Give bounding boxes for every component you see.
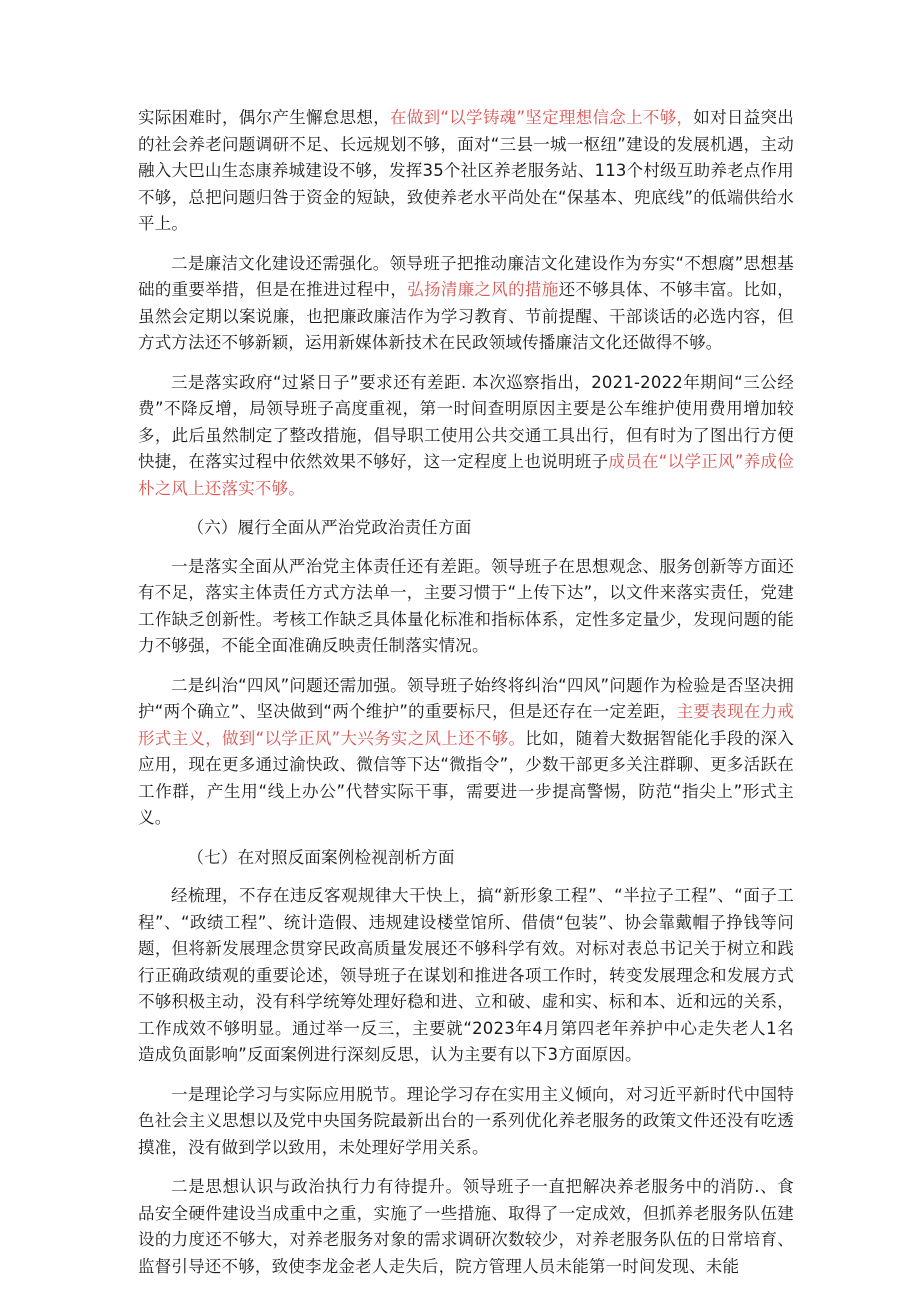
paragraph-text: 二是纠治“四风”问题还需加强。领导班子始终将纠治“四风”问题作为检验是否坚决拥护“两个确立”、坚决做到“两个维护”的重要标尺，但是还存在一定差距， bbox=[138, 675, 794, 721]
highlighted-text: 成员在“以学正风”养成俭朴之风上还落实不够。 bbox=[138, 452, 795, 498]
section-heading-7: （七）在对照反面案例检视剖析方面 bbox=[187, 847, 455, 867]
paragraph-execution: 二是思想认识与政治执行力有待提升。领导班子一直把解决养老服务中的消防.、食品安全硬件建设当成重中之重，实施了一些措施、取得了一定成效，但抓养老服务队伍建设的力度还不够大，对养老服务对象的需求调研次数较少，对养老服务队伍的日常培育、监督引导还不够，致使李龙金老人走失后，院方管理人员未能第一时间发现、未能 bbox=[138, 1177, 794, 1276]
paragraph-four-winds bbox=[138, 673, 794, 832]
paragraph-text: 还不够具体、不够丰富。比如，虽然会定期以案说廉，也把廉政廉洁作为学习教育、节前提醒、干部谈话的必选内容，但方式方法还不够新颖，运用新媒体新技术在民政领域传播廉洁文化还做得不够。 bbox=[138, 280, 794, 352]
section-heading-6: （六）履行全面从严治党政治责任方面 bbox=[187, 518, 472, 537]
paragraph-integrity-culture bbox=[138, 251, 794, 357]
paragraph-case-review: 经梳理，不存在违反客观规律大干快上，搞“新形象工程”、“半拉子工程”、“面子工程”、“政绩工程”、统计造假、违规建设楼堂馆所、借债“包装”、协会靠戴帽子挣钱等问题，但将新发展理念贯穿民政高质量发展还不够科学有效。对标对表总书记关于树立和践行正确政绩观的重要论述，领导班子在谋划和推进各项工作时，转变发展理念和发展方式不够积极主动，没有科学统筹处理好稳和进、立和破、虚和实、标和本、近和远的关系，工作成效不够明显。通过举一反三，主要就“2023年4月第四老年养护中心走失老人1名造成负面影响”反面案例进行深刻反思，认为主要有以下3方面原因。 bbox=[138, 886, 794, 1064]
document-page bbox=[138, 105, 794, 1293]
paragraph-text: 实际困难时，偶尔产生懈怠思想， bbox=[138, 108, 390, 127]
paragraph-text: 如对日益突出的社会养老问题调研不足、长远规划不够，面对“三县一城一枢纽”建设的发展机遇，主动融入大巴山生态康养城建设不够，发挥35个社区养老服务站、113个村级互助养老点作用不够，总把问题归咎于资金的短缺，致使养老水平尚处在“保基本、兜底线”的低端供给水平上。 bbox=[138, 108, 794, 233]
paragraph-frugality bbox=[138, 370, 794, 503]
paragraph-text: 二是廉洁文化建设还需强化。领导班子把推动廉洁文化建设作为夯实“不想腐”思想基础的重要举措，但是在推进过程中， bbox=[138, 253, 794, 299]
paragraph-theory-practice: 一是理论学习与实际应用脱节。理论学习存在实用主义倾向，对习近平新时代中国特色社会主义思想以及党中央国务院最新出台的一系列优化养老服务的政策文件还没有吃透摸准，没有做到学以致用，未处理好学用关系。 bbox=[138, 1084, 794, 1157]
highlighted-text: 主要表现在力戒形式主义，做到“以学正风”大兴务实之风上还不够。 bbox=[138, 702, 794, 748]
paragraph-text: 三是落实政府“过紧日子”要求还有差距. 本次巡察指出，2021-2022年期间“三公经费”不降反增，局领导班子高度重视，第一时间查明原因主要是公车维护使用费用增加较多，此后虽然制定了整改措施，倡导职工使用公共交通工具出行，但有时为了图出行方便快捷，在落实过程中依然效果不够好，这一定程度上也说明班子 bbox=[138, 372, 794, 471]
highlighted-text: 弘扬清廉之风的措施 bbox=[407, 280, 559, 299]
paragraph-party-responsibility: 一是落实全面从严治党主体责任还有差距。领导班子在思想观念、服务创新等方面还有不足，落实主体责任方式方法单一，主要习惯于“上传下达”，以文件来落实责任，党建工作缺乏创新性。考核工作缺乏具体量化标准和指标体系，定性多定量少，发现问题的能力不够强，不能全面准确反映责任制落实情况。 bbox=[138, 556, 794, 655]
highlighted-text: 在做到“以学铸魂”坚定理想信念上不够， bbox=[390, 108, 694, 127]
paragraph-continuation bbox=[138, 105, 794, 238]
paragraph-text: 比如，随着大数据智能化手段的深入应用，现在更多通过渝快政、微信等下达“微指令”，少数干部更多关注群聊、更多活跃在工作群，产生用“线上办公”代替实际干事，需要进一步提高警惕，防范“指尖上”形式主义。 bbox=[138, 728, 794, 827]
